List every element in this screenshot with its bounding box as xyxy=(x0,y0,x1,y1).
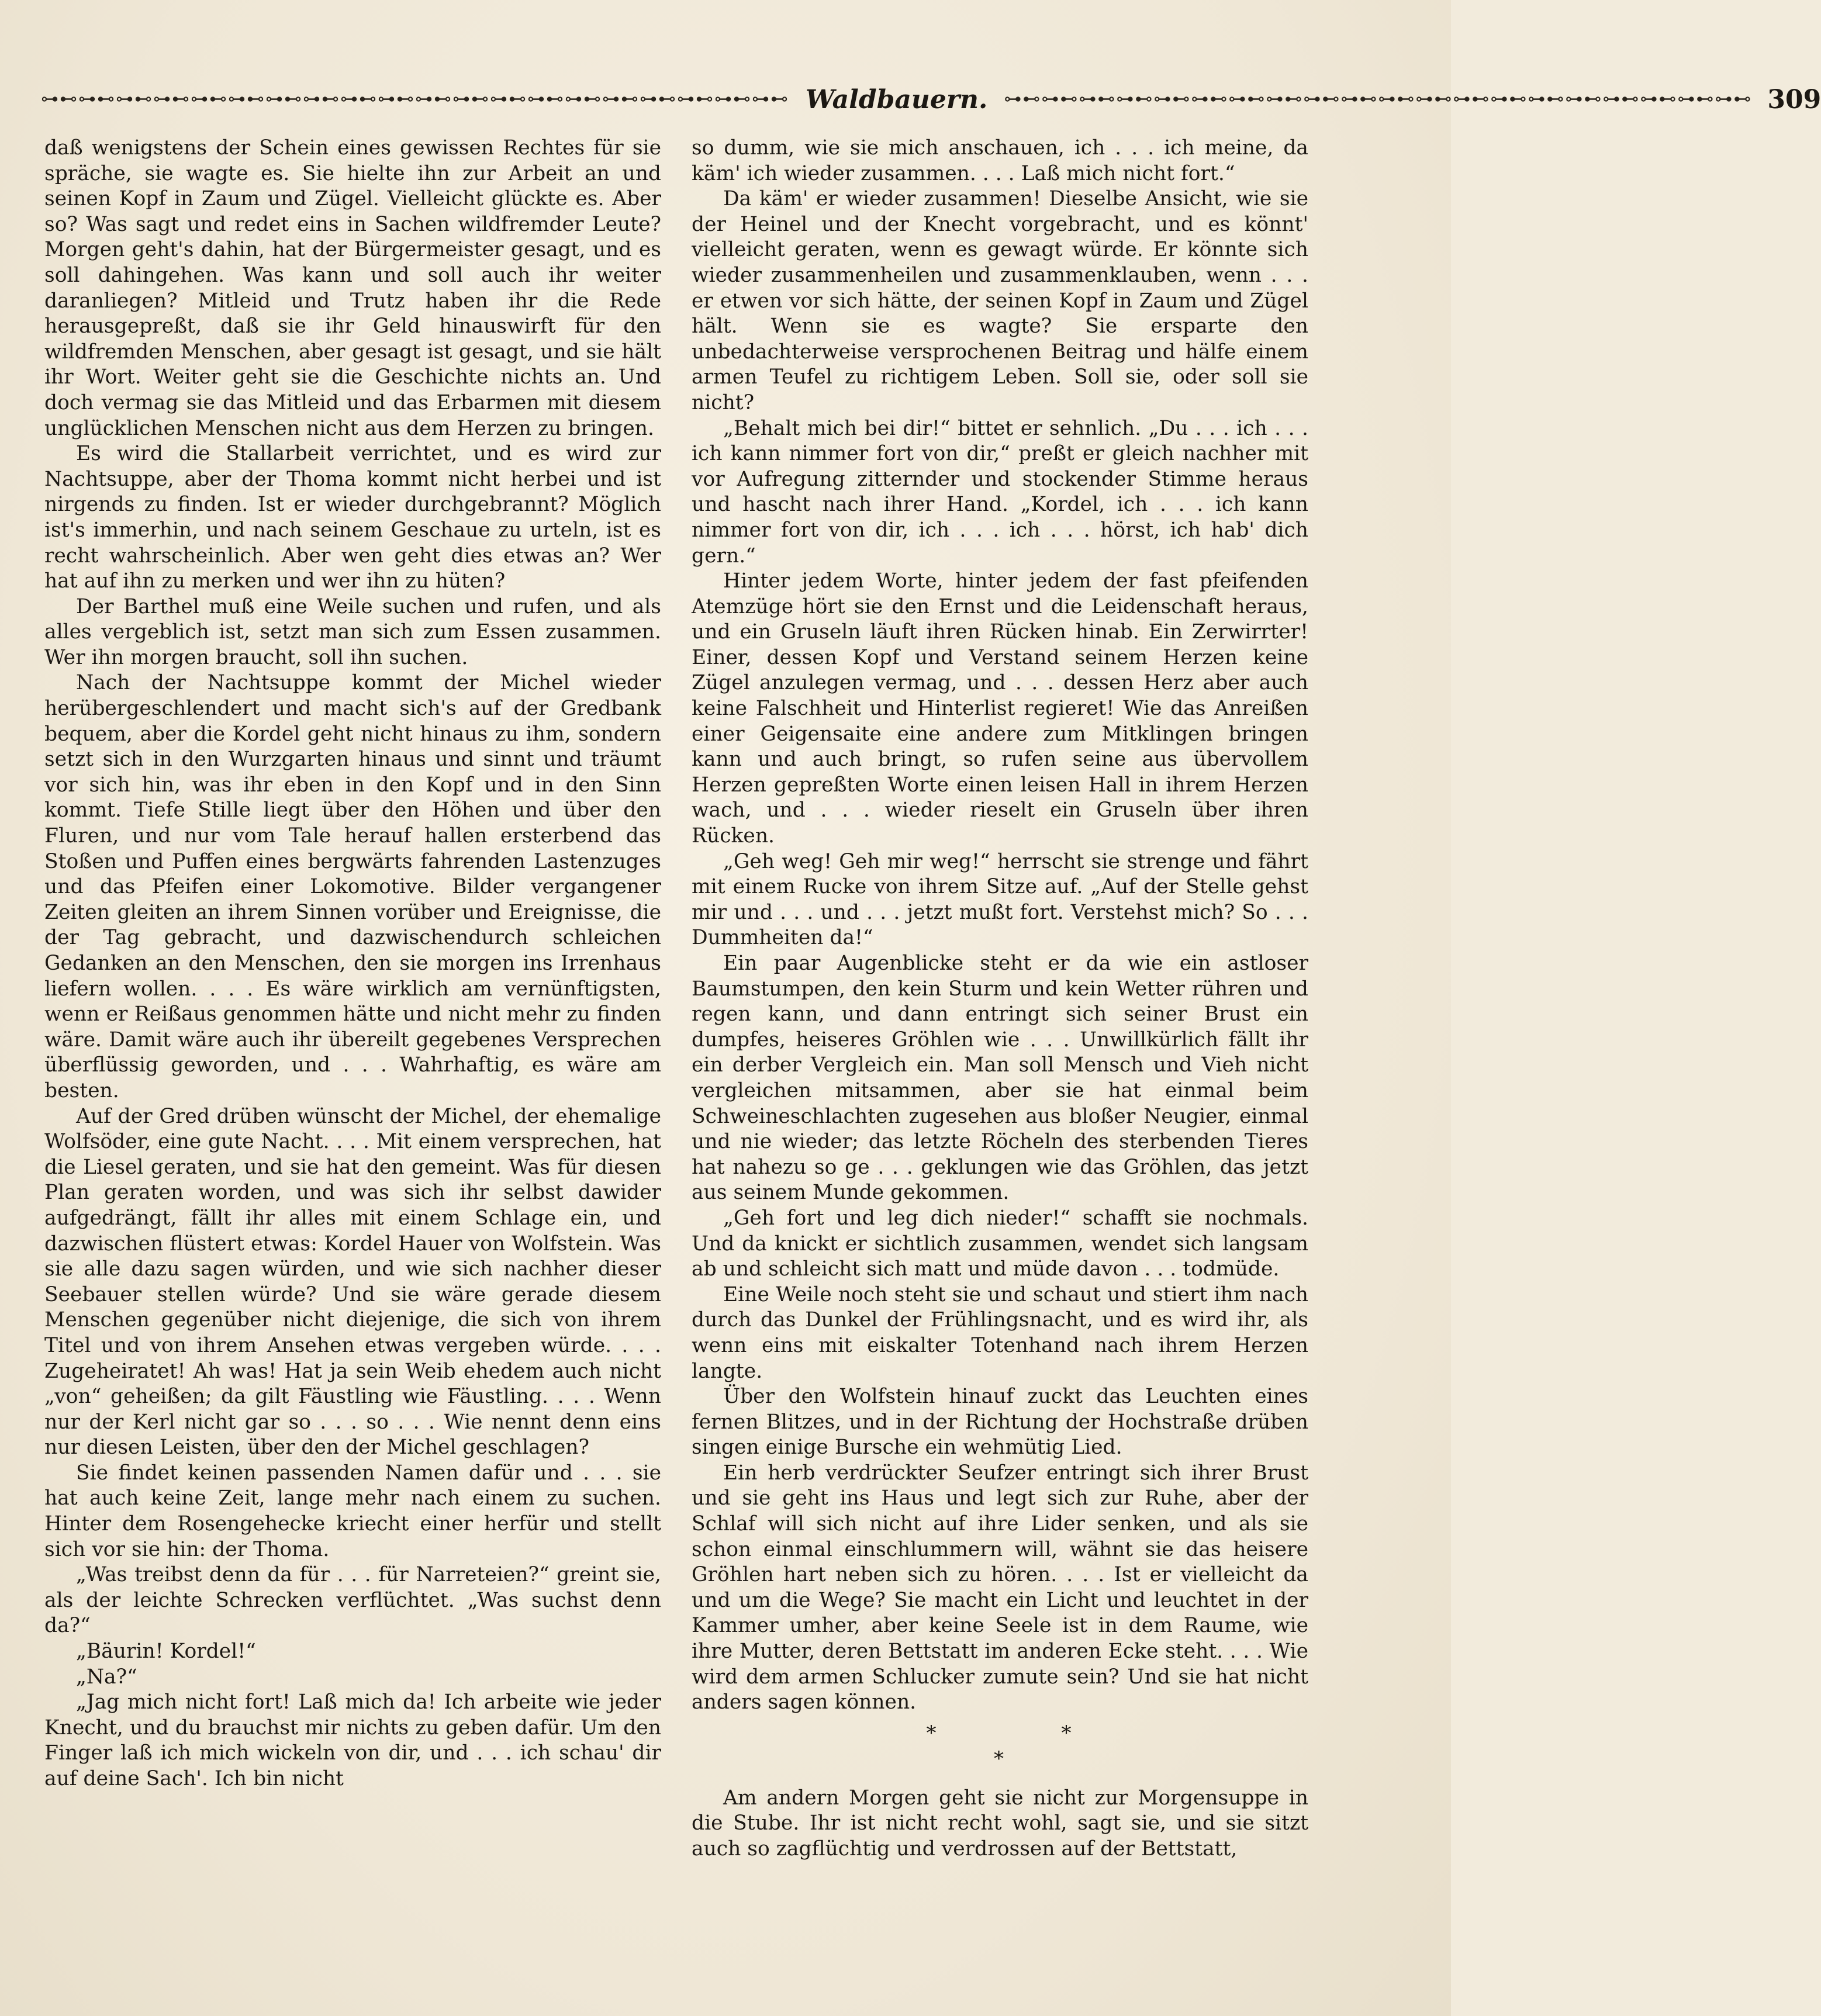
paragraph: daß wenigstens der Schein eines gewissen Rechtes für sie spräche, sie wagte es. Sie hielte ihn zur Arbeit an und seinen Kopf in Zaum und Zügel. Vielleicht glückte es. Aber so? Was sagt und redet eins in Sachen wildfremder Leute? Morgen geht's dahin, hat der Bürgermeister gesagt, und es soll dahingehen. Was kann und soll auch ihr weiter daranliegen? Mitleid und Trutz haben ihr die Rede herausgepreßt, daß sie ihr Geld hinauswirft für den wildfremden Menschen, aber gesagt ist gesagt, und sie hält ihr Wort. Weiter geht sie die Geschichte nichts an. Und doch vermag sie das Mitleid und das Erbarmen mit diesem unglücklichen Menschen nicht aus dem Herzen zu bringen. xyxy=(44,136,661,440)
paragraph: „Jag mich nicht fort! Laß mich da! Ich arbeite wie jeder Knecht, und du brauchst mir nichts zu geben dafür. Um den Finger laß ich mich wickeln von dir, und . . . ich schau' dir auf deine Sach'. Ich bin nicht xyxy=(44,1690,661,1790)
paragraph: „Geh fort und leg dich nieder!“ schafft sie nochmals. Und da knickt er sichtlich zusammen, wendet sich langsam ab und schleicht sich matt und müde davon . . . todmüde. xyxy=(692,1206,1308,1281)
paragraph: Am andern Morgen geht sie nicht zur Morgensuppe in die Stube. Ihr ist nicht recht wohl, sagt sie, und sie sitzt auch so zagflüchtig und verdrossen auf der Bettstatt, xyxy=(692,1786,1308,1861)
separator-star: * xyxy=(926,1721,939,1745)
paragraph: „Geh weg! Geh mir weg!“ herrscht sie strenge und fährt mit einem Rucke von ihrem Sitze auf. „Auf der Stelle gehst mir und . . . und . . . jetzt mußt fort. Verstehst mich? So . . . Dummheiten da!“ xyxy=(692,849,1308,950)
separator-star: * xyxy=(994,1747,1006,1771)
paragraph: Nach der Nachtsuppe kommt der Michel wieder herübergeschlendert und macht sich's auf der Gredbank bequem, aber die Kordel geht nicht hinaus zu ihm, sondern setzt sich in den Wurzgarten hinaus und sinnt und träumt vor sich hin, was ihr eben in den Kopf und in den Sinn kommt. Tiefe Stille liegt über den Höhen und über den Fluren, und nur vom Tale herauf hallen ersterbend das Stoßen und Puffen eines bergwärts fahrenden Lastenzuges und das Pfeifen einer Lokomotive. Bilder vergangener Zeiten gleiten an ihrem Sinnen vorüber und Ereignisse, die der Tag gebracht, und dazwischendurch schleichen Gedanken an den Menschen, den sie morgen ins Irrenhaus liefern wollen. . . . Es wäre wirklich am vernünftigsten, wenn er Reißaus genommen hätte und nicht mehr zu finden wäre. Damit wäre auch ihr übereilt gegebenes Versprechen überflüssig geworden, und . . . Wahrhaftig, es wäre am besten. xyxy=(44,671,661,1102)
header-ornament-right: ⊶⊷⊶⊷⊶⊷⊶⊷⊶⊷⊶⊷⊶⊷⊶⊷⊶⊷⊶⊷⊶⊷⊶⊷⊶⊷⊶⊷⊶⊷⊶⊷⊶⊷⊶⊷⊶⊷⊶⊷ xyxy=(1004,89,1753,109)
paragraph: Eine Weile noch steht sie und schaut und stiert ihm nach durch das Dunkel der Frühlingsnacht, und es wird ihr, als wenn eins mit eiskalter Totenhand nach ihrem Herzen langte. xyxy=(692,1282,1308,1383)
paragraph: so dumm, wie sie mich anschauen, ich . . . ich meine, da käm' ich wieder zusammen. . . . Laß mich nicht fort.“ xyxy=(692,136,1308,185)
paragraph: „Bäurin! Kordel!“ xyxy=(76,1640,256,1664)
paragraph: Hinter jedem Worte, hinter jedem der fast pfeifenden Atemzüge hört sie den Ernst und die Leidenschaft heraus, und ein Gruseln läuft ihren Rücken hinab. Ein Zerwirrter! Einer, dessen Kopf und Verstand seinem Herzen keine Zügel anzulegen vermag, und . . . dessen Herz aber auch keine Falschheit und Hinterlist regieret! Wie das Anreißen einer Geigensaite eine andere zum Mitklingen bringen kann und auch bringt, so rufen seine aus übervollem Herzen gepreßten Worte einen leisen Hall in ihrem Herzen wach, und . . . wieder rieselt ein Gruseln über ihren Rücken. xyxy=(692,569,1308,848)
paragraph: Über den Wolfstein hinauf zuckt das Leuchten eines fernen Blitzes, und in der Richtung der Hochstraße drüben singen einige Bursche ein wehmütig Lied. xyxy=(692,1385,1308,1460)
paragraph: Sie findet keinen passenden Namen dafür und . . . sie hat auch keine Zeit, lange mehr nach einem zu suchen. Hinter dem Rosengehecke kriecht einer herfür und stellt sich vor sie hin: der Thoma. xyxy=(44,1461,661,1561)
paragraph: Ein paar Augenblicke steht er da wie ein astloser Baumstumpen, den kein Sturm und kein Wetter rühren und regen kann, und dann entringt sich seiner Brust ein dumpfes, heiseres Gröhlen wie . . . Unwillkürlich fällt ihr ein derber Vergleich ein. Man soll Mensch und Vieh nicht vergleichen mitsammen, aber sie hat einmal beim Schweineschlachten zugesehen aus bloßer Neugier, einmal und nie wieder; das letzte Röcheln des sterbenden Tieres hat nahezu so ge . . . geklungen wie das Gröhlen, das jetzt aus seinem Munde gekommen. xyxy=(692,952,1308,1205)
left-column xyxy=(44,136,661,1971)
paragraph: Es wird die Stallarbeit verrichtet, und es wird zur Nachtsuppe, aber der Thoma kommt nicht herbei und ist nirgends zu finden. Ist er wieder durchgebrannt? Möglich ist's immerhin, und nach seinem Geschaue zu urteln, ist es recht wahrscheinlich. Aber wen geht dies etwas an? Wer hat auf ihn zu merken und wer ihn zu hüten? xyxy=(44,442,661,593)
paragraph: Auf der Gred drüben wünscht der Michel, der ehemalige Wolfsöder, eine gute Nacht. . . . Mit einem versprechen, hat die Liesel geraten, und sie hat den gemeint. Was für diesen Plan geraten worden, und was sich ihr selbst dawider aufgedrängt, fällt ihr alles mit einem Schlage ein, und dazwischen flüstert etwas: Kordel Hauer von Wolfstein. Was sie alle dazu sagen würden, und wie sich nachher dieser Seebauer stellen würde? Und sie wäre gerade diesem Menschen gegenüber nicht diejenige, die sich von ihrem Titel und von ihrem Ansehen etwas vergeben würde. . . . Zugeheiratet! Ah was! Hat ja sein Weib ehedem auch nicht „von“ geheißen; da gilt Fäustling wie Fäustling. . . . Wenn nur der Kerl nicht gar so . . . so . . . Wie nennt denn eins nur diesen Leisten, über den der Michel geschlagen? xyxy=(44,1104,661,1460)
separator-star: * xyxy=(1061,1721,1074,1745)
paragraph: Da käm' er wieder zusammen! Dieselbe Ansicht, wie sie der Heinel und der Knecht vorgebracht, und es könnt' vielleicht geraten, wenn es gewagt würde. Er könnte sich wieder zusammenheilen und zusammenklauben, wenn . . . er etwen vor sich hätte, der seinen Kopf in Zaum und Zügel hält. Wenn sie es wagte? Sie ersparte den unbedachterweise versprochenen Beitrag und hälfe einem armen Teufel zu richtigem Leben. Soll sie, oder soll sie nicht? xyxy=(692,187,1308,414)
header-ornament-left: ⊶⊷⊶⊷⊶⊷⊶⊷⊶⊷⊶⊷⊶⊷⊶⊷⊶⊷⊶⊷⊶⊷⊶⊷⊶⊷⊶⊷⊶⊷⊶⊷⊶⊷⊶⊷⊶⊷⊶⊷ xyxy=(41,89,789,109)
section-separator xyxy=(692,1720,1308,1772)
paragraph: „Na?“ xyxy=(76,1665,137,1689)
paragraph: „Was treibst denn da für . . . für Narreteien?“ greint sie, als der leichte Schrecken verflüchtet. „Was suchst denn da?“ xyxy=(44,1563,661,1638)
paragraph: Der Barthel muß eine Weile suchen und rufen, und als alles vergeblich ist, setzt man sich zum Essen zusammen. Wer ihn morgen braucht, soll ihn suchen. xyxy=(44,594,661,669)
right-column xyxy=(692,136,1308,1971)
page-number: 309 xyxy=(1767,84,1821,115)
running-title: Waldbauern. xyxy=(806,84,988,115)
running-header xyxy=(41,82,1821,117)
paragraph: „Behalt mich bei dir!“ bittet er sehnlich. „Du . . . ich . . . ich kann nimmer fort von dir,“ preßt er gleich nachher mit vor Aufregung zitternder und stockender Stimme heraus und hascht nach ihrer Hand. „Kordel, ich . . . ich kann nimmer fort von dir, ich . . . ich . . . hörst, ich hab' dich gern.“ xyxy=(692,416,1308,568)
paragraph: Ein herb verdrückter Seufzer entringt sich ihrer Brust und sie geht ins Haus und legt sich zur Ruhe, aber der Schlaf will sich nicht auf ihre Lider senken, und als sie schon einmal einschlummern will, wähnt sie das heisere Gröhlen hart neben sich zu hören. . . . Ist er vielleicht da und um die Wege? Sie macht ein Licht und leuchtet in der Kammer umher, aber keine Seele ist in dem Raume, wie ihre Mutter, deren Bettstatt im anderen Ecke steht. . . . Wie wird dem armen Schlucker zumute sein? Und sie hat nicht anders sagen können. xyxy=(692,1461,1308,1714)
